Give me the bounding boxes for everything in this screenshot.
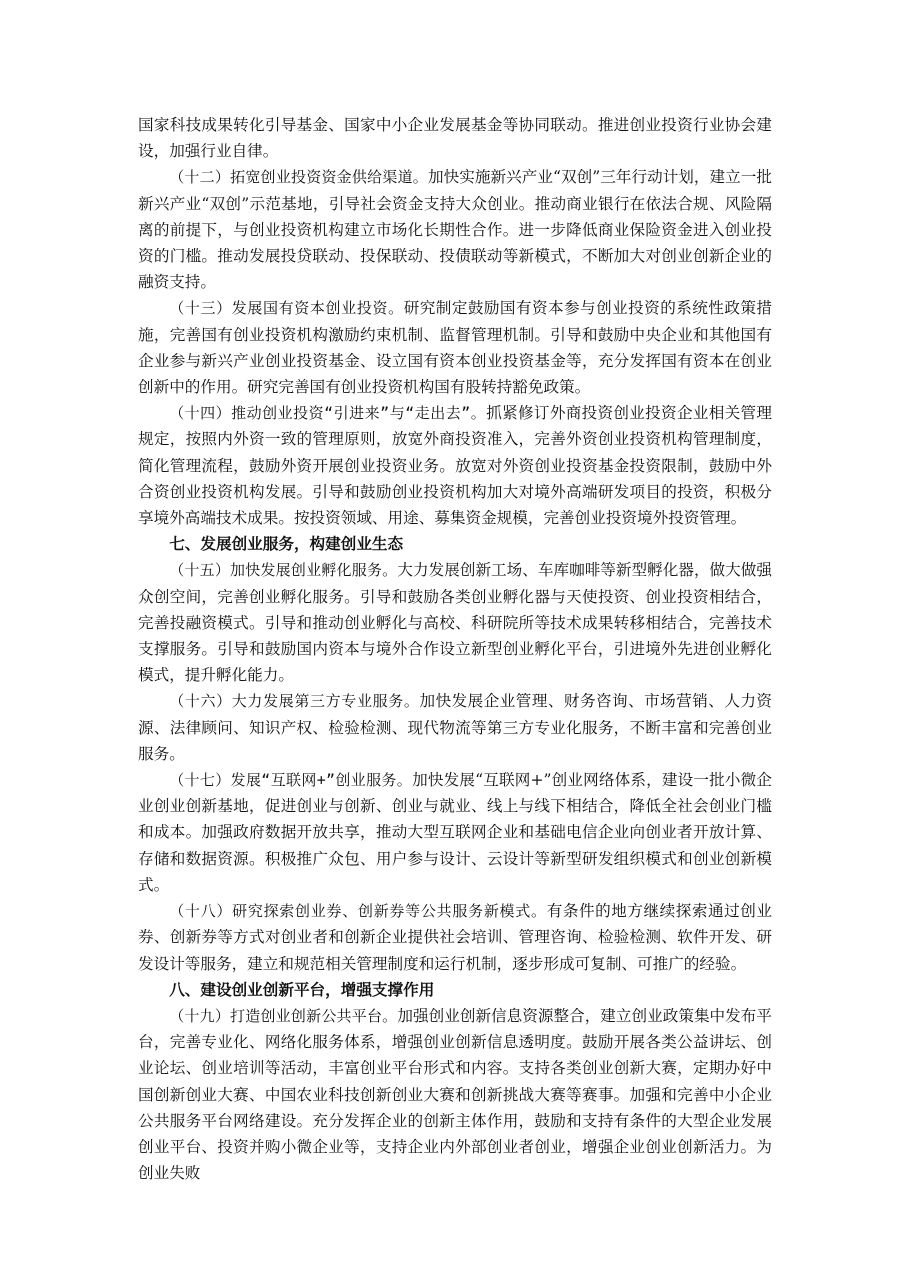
paragraph-clause-19: [138, 1003, 772, 1186]
paragraph-continuation: [138, 112, 772, 164]
paragraph-text: 研究制定鼓励国有资本参与创业投资的系统性政策措施，完善国有创业投资机构激励约束机制、监督管理机制。引导和鼓励中央企业和其他国有企业参与新兴产业创业投资基金、设立国有资本创业投资基金等，充分发挥国有资本在创业创新中的作用。研究完善国有创业投资机构国有股转持豁免政策。: [138, 299, 772, 397]
clause-lead: （十四）推动创业投资“引进来”与“走出去”。: [169, 404, 487, 423]
paragraph-text: 国家科技成果转化引导基金、国家中小企业发展基金等协同联动。推进创业投资行业协会建设，加强行业自律。: [138, 116, 772, 161]
clause-lead: （十六）大力发展第三方专业服务。: [169, 692, 420, 711]
paragraph-clause-15: [138, 557, 772, 688]
clause-lead: （十九）打造创业创新公共平台。: [169, 1006, 398, 1025]
clause-lead: （十五）加快发展创业孵化服务。: [169, 561, 398, 580]
paragraph-text: 加快实施新兴产业“双创”三年行动计划，建立一批新兴产业“双创”示范基地，引导社会资金支持大众创业。推动商业银行在依法合规、风险隔离的前提下，与创业投资机构建立市场化长期性合作。进一步降低商业保险资金进入创业投资的门槛。推动发展投贷联动、投保联动、投债联动等新模式，不断加大对创业创新企业的融资支持。: [138, 168, 772, 292]
paragraph-clause-13: [138, 295, 772, 400]
paragraph-clause-14: [138, 400, 772, 531]
section-heading-7: 七、发展创业服务，构建创业生态: [169, 535, 404, 554]
paragraph-clause-18: [138, 898, 772, 977]
paragraph-text: 加快发展企业管理、财务咨询、市场营销、人力资源、法律顾问、知识产权、检验检测、现代物流等第三方专业化服务，不断丰富和完善创业服务。: [138, 692, 772, 763]
clause-lead: （十二）拓宽创业投资资金供给渠道。: [169, 168, 429, 187]
document-page: [138, 112, 772, 1186]
paragraph-clause-16: [138, 688, 772, 767]
clause-lead: （十八）研究探索创业券、创新券等公共服务新模式。: [169, 902, 547, 921]
paragraph-clause-12: [138, 164, 772, 295]
paragraph-text: 有条件的地方继续探索通过创业券、创新券等方式对创业者和创新企业提供社会培训、管理咨询、检验检测、软件开发、研发设计等服务，建立和规范相关管理制度和运行机制，逐步形成可复制、可推广的经验。: [138, 902, 772, 973]
paragraph-clause-17: [138, 767, 772, 898]
paragraph-text: 抓紧修订外商投资创业投资企业相关管理规定，按照内外资一致的管理原则，放宽外商投资准入，完善外资创业投资机构管理制度，简化管理流程，鼓励外资开展创业投资业务。放宽对外资创业投资基金投资限制，鼓励中外合资创业投资机构发展。引导和鼓励创业投资机构加大对境外高端研发项目的投资，积极分享境外高端技术成果。按投资领域、用途、募集资金规模，完善创业投资境外投资管理。: [138, 404, 772, 528]
clause-lead: （十七）发展“互联网+”创业服务。: [169, 771, 413, 790]
section-heading-8: 八、建设创业创新平台，增强支撑作用: [169, 980, 435, 999]
paragraph-text: 加快发展“互联网+”创业网络体系，建设一批小微企业创业创新基地，促进创业与创新、创业与就业、线上与线下相结合，降低全社会创业门槛和成本。加强政府数据开放共享，推动大型互联网企业和基础电信企业向创业者开放计算、存储和数据资源。积极推广众包、用户参与设计、云设计等新型研发组织模式和创业创新模式。: [138, 771, 772, 894]
paragraph-text: 大力发展创新工场、车库咖啡等新型孵化器，做大做强众创空间，完善创业孵化服务。引导和鼓励各类创业孵化器与天使投资、创业投资相结合，完善投融资模式。引导和推动创业孵化与高校、科研院所等技术成果转移相结合，完善技术支撑服务。引导和鼓励国内资本与境外合作设立新型创业孵化平台，引进境外先进创业孵化模式，提升孵化能力。: [138, 561, 772, 685]
clause-lead: （十三）发展国有资本创业投资。: [169, 299, 404, 318]
paragraph-text: 加强创业创新信息资源整合，建立创业政策集中发布平台，完善专业化、网络化服务体系，增强创业创新信息透明度。鼓励开展各类公益讲坛、创业论坛、创业培训等活动，丰富创业平台形式和内容。支持各类创业创新大赛，定期办好中国创新创业大赛、中国农业科技创新创业大赛和创新挑战大赛等赛事。加强和完善中小企业公共服务平台网络建设。充分发挥企业的创新主体作用，鼓励和支持有条件的大型企业发展创业平台、投资并购小微企业等，支持企业内外部创业者创业，增强企业创业创新活力。为创业失败: [138, 1006, 772, 1183]
